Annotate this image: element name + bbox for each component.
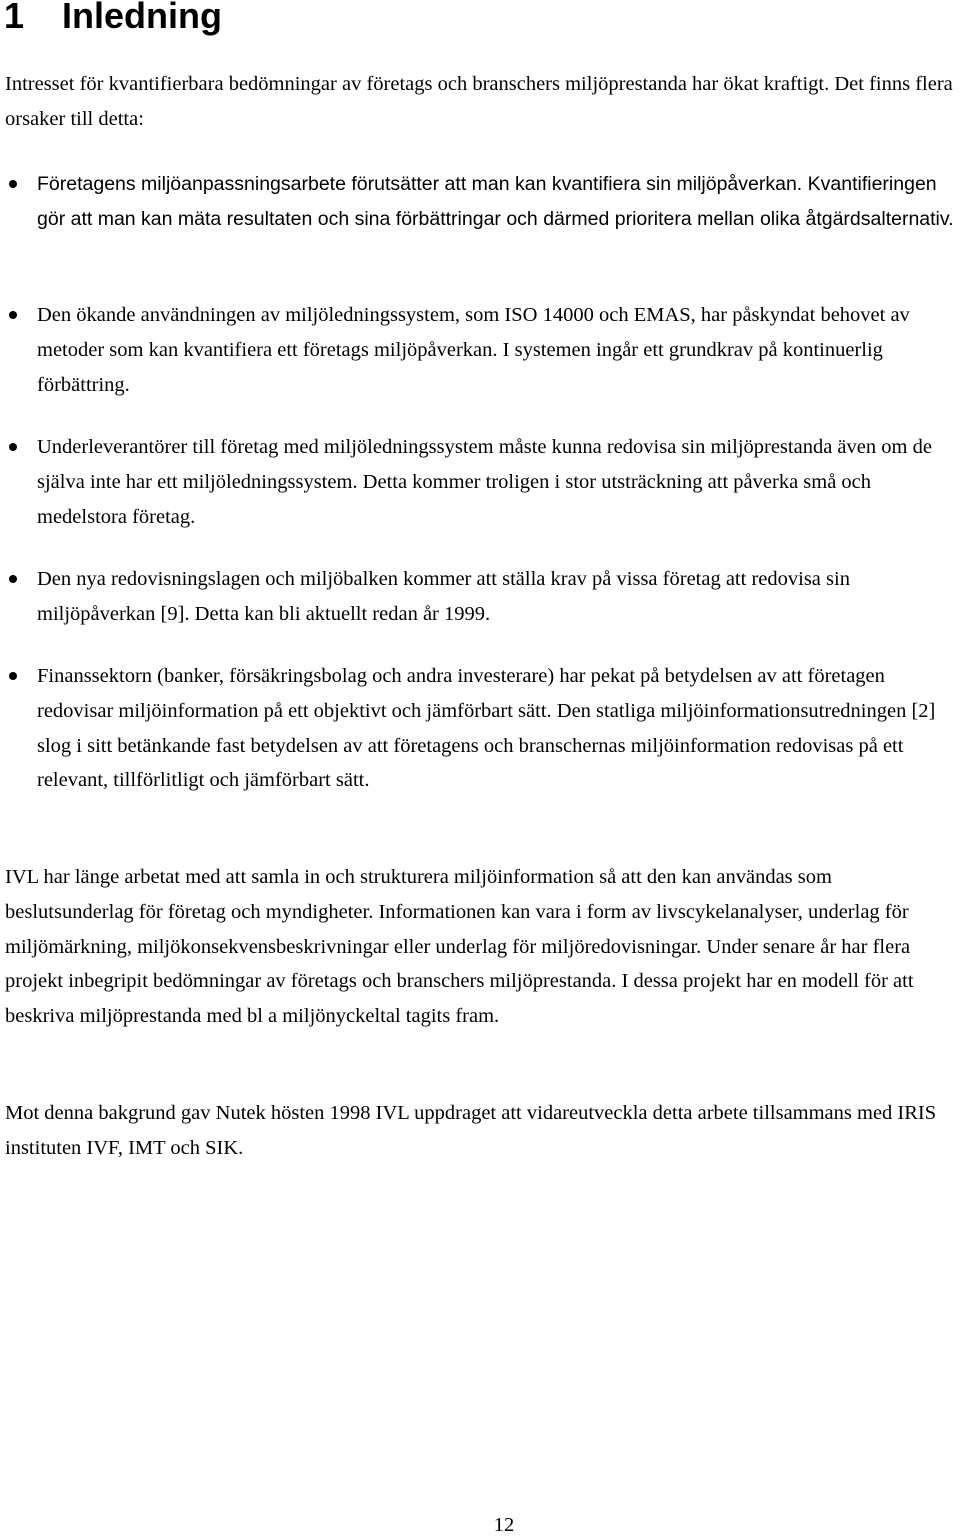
list-item-text: Företagens miljöanpassningsarbete förutsätter att man kan kvantifiera sin miljöpåverkan. Kvantifieringen gör att man kan mäta resultaten och sina förbättringar och därmed prioritera mellan olika åtgärdsalternativ.	[37, 173, 954, 230]
list-item	[37, 562, 955, 632]
list-item-text: Finanssektorn (banker, försäkringsbolag och andra investerare) har pekat på betydelsen av att företagen redovisar miljöinformation på ett objektivt och jämförbart sätt. Den statliga miljöinformationsutredningen [2] slog i sitt betänkande fast betydelsen av att företagens och branschernas miljöinformation redovisas på ett relevant, tillförlitligt och jämförbart sätt.	[37, 665, 936, 792]
list-item-text: Den nya redovisningslagen och miljöbalken kommer att ställa krav på vissa företag att redovisa sin miljöpåverkan [9]. Detta kan bli aktuellt redan år 1999.	[37, 568, 850, 625]
section-number: 1	[4, 0, 25, 36]
list-item-text: Den ökande användningen av miljöledningssystem, som ISO 14000 och EMAS, har påskyndat behovet av metoder som kan kvantifiera ett företags miljöpåverkan. I systemen ingår ett grundkrav på kontinuerlig förbättring.	[37, 304, 910, 396]
bullet-icon	[9, 180, 17, 188]
bullet-icon	[9, 311, 17, 319]
section-title: Inledning	[62, 0, 222, 36]
list-item	[37, 298, 955, 402]
list-item	[37, 167, 955, 237]
list-item	[37, 659, 955, 798]
bullet-icon	[9, 672, 17, 680]
list-item-text: Underleverantörer till företag med miljöledningssystem måste kunna redovisa sin miljöprestanda även om de själva inte har ett miljöledningssystem. Detta kommer troligen i stor utsträckning att påverka små och medelstora företag.	[37, 436, 932, 528]
bullet-icon	[9, 443, 17, 451]
section-heading	[4, 0, 222, 38]
body-paragraph: Mot denna bakgrund gav Nutek hösten 1998 IVL uppdraget att vidareutveckla detta arbete tillsammans med IRIS instituten IVF, IMT och SIK.	[5, 1102, 937, 1159]
intro-paragraph: Intresset för kvantifierbara bedömningar av företags och branschers miljöprestanda har ökat kraftigt. Det finns flera orsaker till detta:	[5, 73, 953, 130]
page-number: 12	[493, 1514, 515, 1536]
bullet-icon	[9, 575, 17, 583]
body-paragraph: IVL har länge arbetat med att samla in och strukturera miljöinformation så att den kan användas som beslutsunderlag för företag och myndigheter. Informationen kan vara i form av livscykelanalyser, underlag för miljömärkning, miljökonsekvensbeskrivningar eller underlag för miljöredovisningar. Under senare år har flera projekt inbegripit bedömningar av företags och branschers miljöprestanda. I dessa projekt har en modell för att beskriva miljöprestanda med bl a miljönyckeltal tagits fram.	[5, 866, 914, 1028]
list-item	[37, 430, 955, 534]
